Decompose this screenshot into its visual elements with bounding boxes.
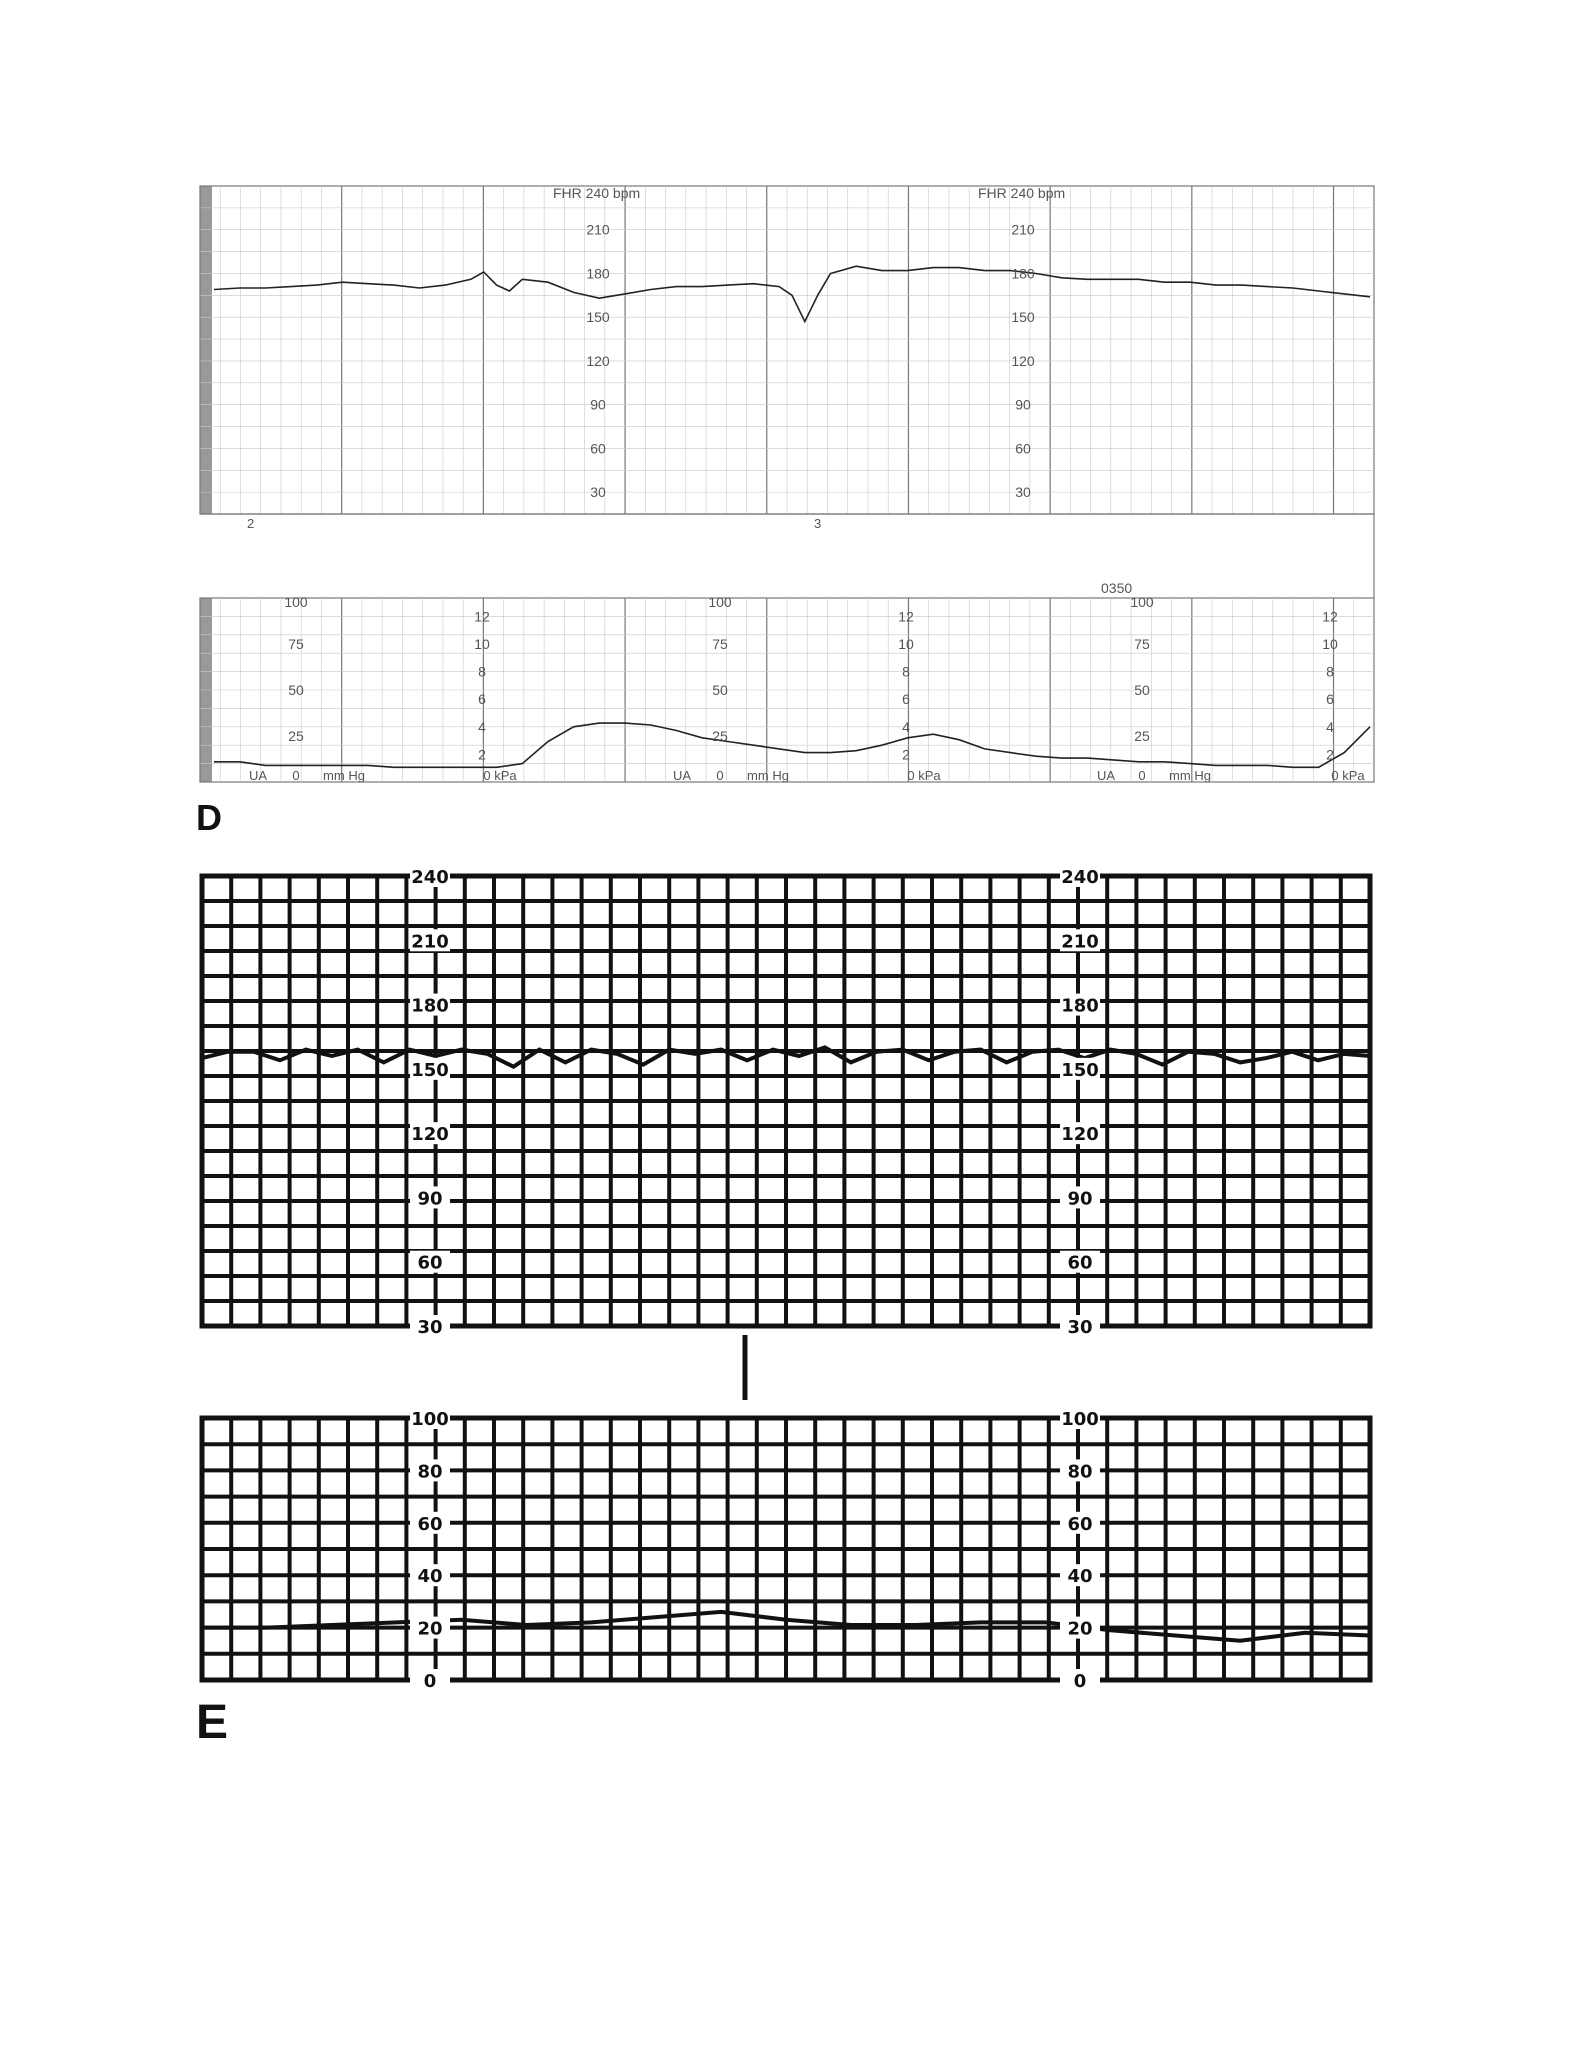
fhr-tick-label: 120 <box>1061 1124 1099 1146</box>
ua-kpa-tick-label: 8 <box>478 663 486 680</box>
fhr-tick-label: 150 <box>1011 309 1035 326</box>
ua-footer-kpa: 0 kPa <box>907 768 941 783</box>
ua-mmhg-tick-label: 100 <box>708 594 732 610</box>
ua-kpa-tick-label: 4 <box>478 718 486 735</box>
fhr-tick-label: 90 <box>1067 1188 1093 1210</box>
ua-tick-label: 80 <box>417 1461 443 1483</box>
panel-d-fhr-grid <box>200 186 1374 514</box>
ua-tick-label: 0 <box>1073 1671 1087 1692</box>
ua-mmhg-tick-label: 75 <box>1134 636 1150 652</box>
fhr-tick-label: 120 <box>586 352 610 369</box>
ua-footer-unit: mm Hg <box>323 768 365 783</box>
ua-mmhg-tick-label: 75 <box>288 636 304 652</box>
fhr-tick-label: 180 <box>1061 995 1099 1017</box>
ua-footer-unit: mm Hg <box>747 768 789 783</box>
ua-tick-label: 60 <box>1067 1513 1093 1535</box>
ua-mmhg-tick-label: 25 <box>712 728 728 744</box>
panel-d-strip-number-3: 3 <box>814 516 822 531</box>
fhr-tick-label: 90 <box>1015 396 1031 413</box>
ua-footer-unit: mm Hg <box>1169 768 1211 783</box>
ua-mmhg-tick-label: 100 <box>1130 594 1154 610</box>
fhr-tick-label: 60 <box>1015 440 1031 457</box>
ua-kpa-tick-label: 6 <box>1326 691 1334 708</box>
fhr-tick-label: 240 <box>411 867 449 888</box>
panel-d-label: D <box>196 797 222 838</box>
ua-footer-label: UA <box>248 768 268 783</box>
panel-d-ua-chart <box>200 514 1374 783</box>
ua-tick-label: 20 <box>1067 1618 1093 1640</box>
fhr-tick-label: 150 <box>1061 1059 1099 1081</box>
panel-e-fhr-grid <box>202 876 1370 1326</box>
fhr-tick-label: 90 <box>590 396 606 413</box>
ua-tick-label: 0 <box>423 1671 437 1692</box>
ua-kpa-tick-label: 2 <box>478 746 486 763</box>
ua-footer-kpa: 0 kPa <box>1331 768 1365 783</box>
fhr-tick-label: 60 <box>590 440 606 457</box>
ua-tick-label: 40 <box>1067 1566 1093 1588</box>
fhr-tick-label: 210 <box>1061 931 1099 953</box>
ua-kpa-tick-label: 10 <box>1322 635 1338 652</box>
ua-mmhg-tick-label: 75 <box>712 636 728 652</box>
ua-tick-label: 40 <box>417 1566 443 1588</box>
ua-tick-label: 20 <box>417 1618 443 1640</box>
fhr-tick-label: 150 <box>586 309 610 326</box>
ua-kpa-tick-label: 8 <box>1326 663 1334 680</box>
ua-mmhg-tick-label: 100 <box>284 594 308 610</box>
fhr-tick-label: 30 <box>1015 484 1031 501</box>
ua-footer-zero: 0 <box>292 768 300 783</box>
ua-kpa-tick-label: 12 <box>474 608 490 625</box>
fhr-tick-label: 150 <box>411 1059 449 1081</box>
ua-kpa-tick-label: 8 <box>902 663 910 680</box>
panel-e-ua-chart <box>202 1407 1370 1692</box>
ua-kpa-tick-label: 12 <box>1322 608 1338 625</box>
panel-d-time-stamp: 0350 <box>1101 580 1133 596</box>
ua-footer-kpa: 0 kPa <box>483 768 517 783</box>
fhr-tick-label: 30 <box>590 484 606 501</box>
fhr-tick-label: 180 <box>1011 265 1035 282</box>
panel-d-fhr-chart <box>200 185 1374 531</box>
ua-tick-label: 100 <box>411 1409 449 1430</box>
panel-d-fhr-header-left: FHR 240 bpm <box>553 185 641 201</box>
fhr-tick-label: 60 <box>417 1252 443 1274</box>
ua-mmhg-tick-label: 50 <box>1134 682 1150 698</box>
panel-d <box>196 185 1374 838</box>
fhr-tick-label: 30 <box>1067 1317 1093 1338</box>
ua-footer-label: UA <box>1096 768 1116 783</box>
ua-footer-zero: 0 <box>1138 768 1146 783</box>
ua-footer-zero: 0 <box>716 768 724 783</box>
fhr-tick-label: 180 <box>411 995 449 1017</box>
ua-mmhg-tick-label: 25 <box>288 728 304 744</box>
panel-d-ua-grid <box>200 514 1374 782</box>
fhr-tick-label: 60 <box>1067 1252 1093 1274</box>
fhr-tick-label: 90 <box>417 1188 443 1210</box>
ua-kpa-tick-label: 2 <box>902 746 910 763</box>
fhr-tick-label: 120 <box>1011 352 1035 369</box>
panel-d-fhr-header-right: FHR 240 bpm <box>978 185 1066 201</box>
ua-kpa-tick-label: 6 <box>478 691 486 708</box>
ua-tick-label: 80 <box>1067 1461 1093 1483</box>
ua-kpa-tick-label: 10 <box>474 635 490 652</box>
panel-d-fhr-trace <box>214 266 1370 321</box>
fhr-tick-label: 180 <box>586 265 610 282</box>
ua-mmhg-tick-label: 50 <box>288 682 304 698</box>
panel-e-label: E <box>196 1696 229 1749</box>
ua-kpa-tick-label: 6 <box>902 691 910 708</box>
panel-e-ua-grid <box>202 1418 1370 1680</box>
fhr-tick-label: 30 <box>417 1317 443 1338</box>
ua-tick-label: 100 <box>1061 1409 1099 1430</box>
fhr-tick-label: 210 <box>1011 221 1035 238</box>
ua-kpa-tick-label: 4 <box>902 718 910 735</box>
ua-mmhg-tick-label: 50 <box>712 682 728 698</box>
ua-kpa-tick-label: 4 <box>1326 718 1334 735</box>
ua-tick-label: 60 <box>417 1513 443 1535</box>
ua-mmhg-tick-label: 25 <box>1134 728 1150 744</box>
fhr-tick-label: 210 <box>411 931 449 953</box>
ua-kpa-tick-label: 12 <box>898 608 914 625</box>
ua-footer-label: UA <box>672 768 692 783</box>
ua-kpa-tick-label: 2 <box>1326 746 1334 763</box>
panel-e <box>196 865 1370 1749</box>
fhr-tick-label: 240 <box>1061 867 1099 888</box>
fhr-tick-label: 210 <box>586 221 610 238</box>
panel-e-fhr-chart <box>202 865 1370 1338</box>
panel-d-strip-number-2: 2 <box>247 516 255 531</box>
ua-kpa-tick-label: 10 <box>898 635 914 652</box>
strip-edge-shade <box>200 186 212 514</box>
fhr-tick-label: 120 <box>411 1124 449 1146</box>
